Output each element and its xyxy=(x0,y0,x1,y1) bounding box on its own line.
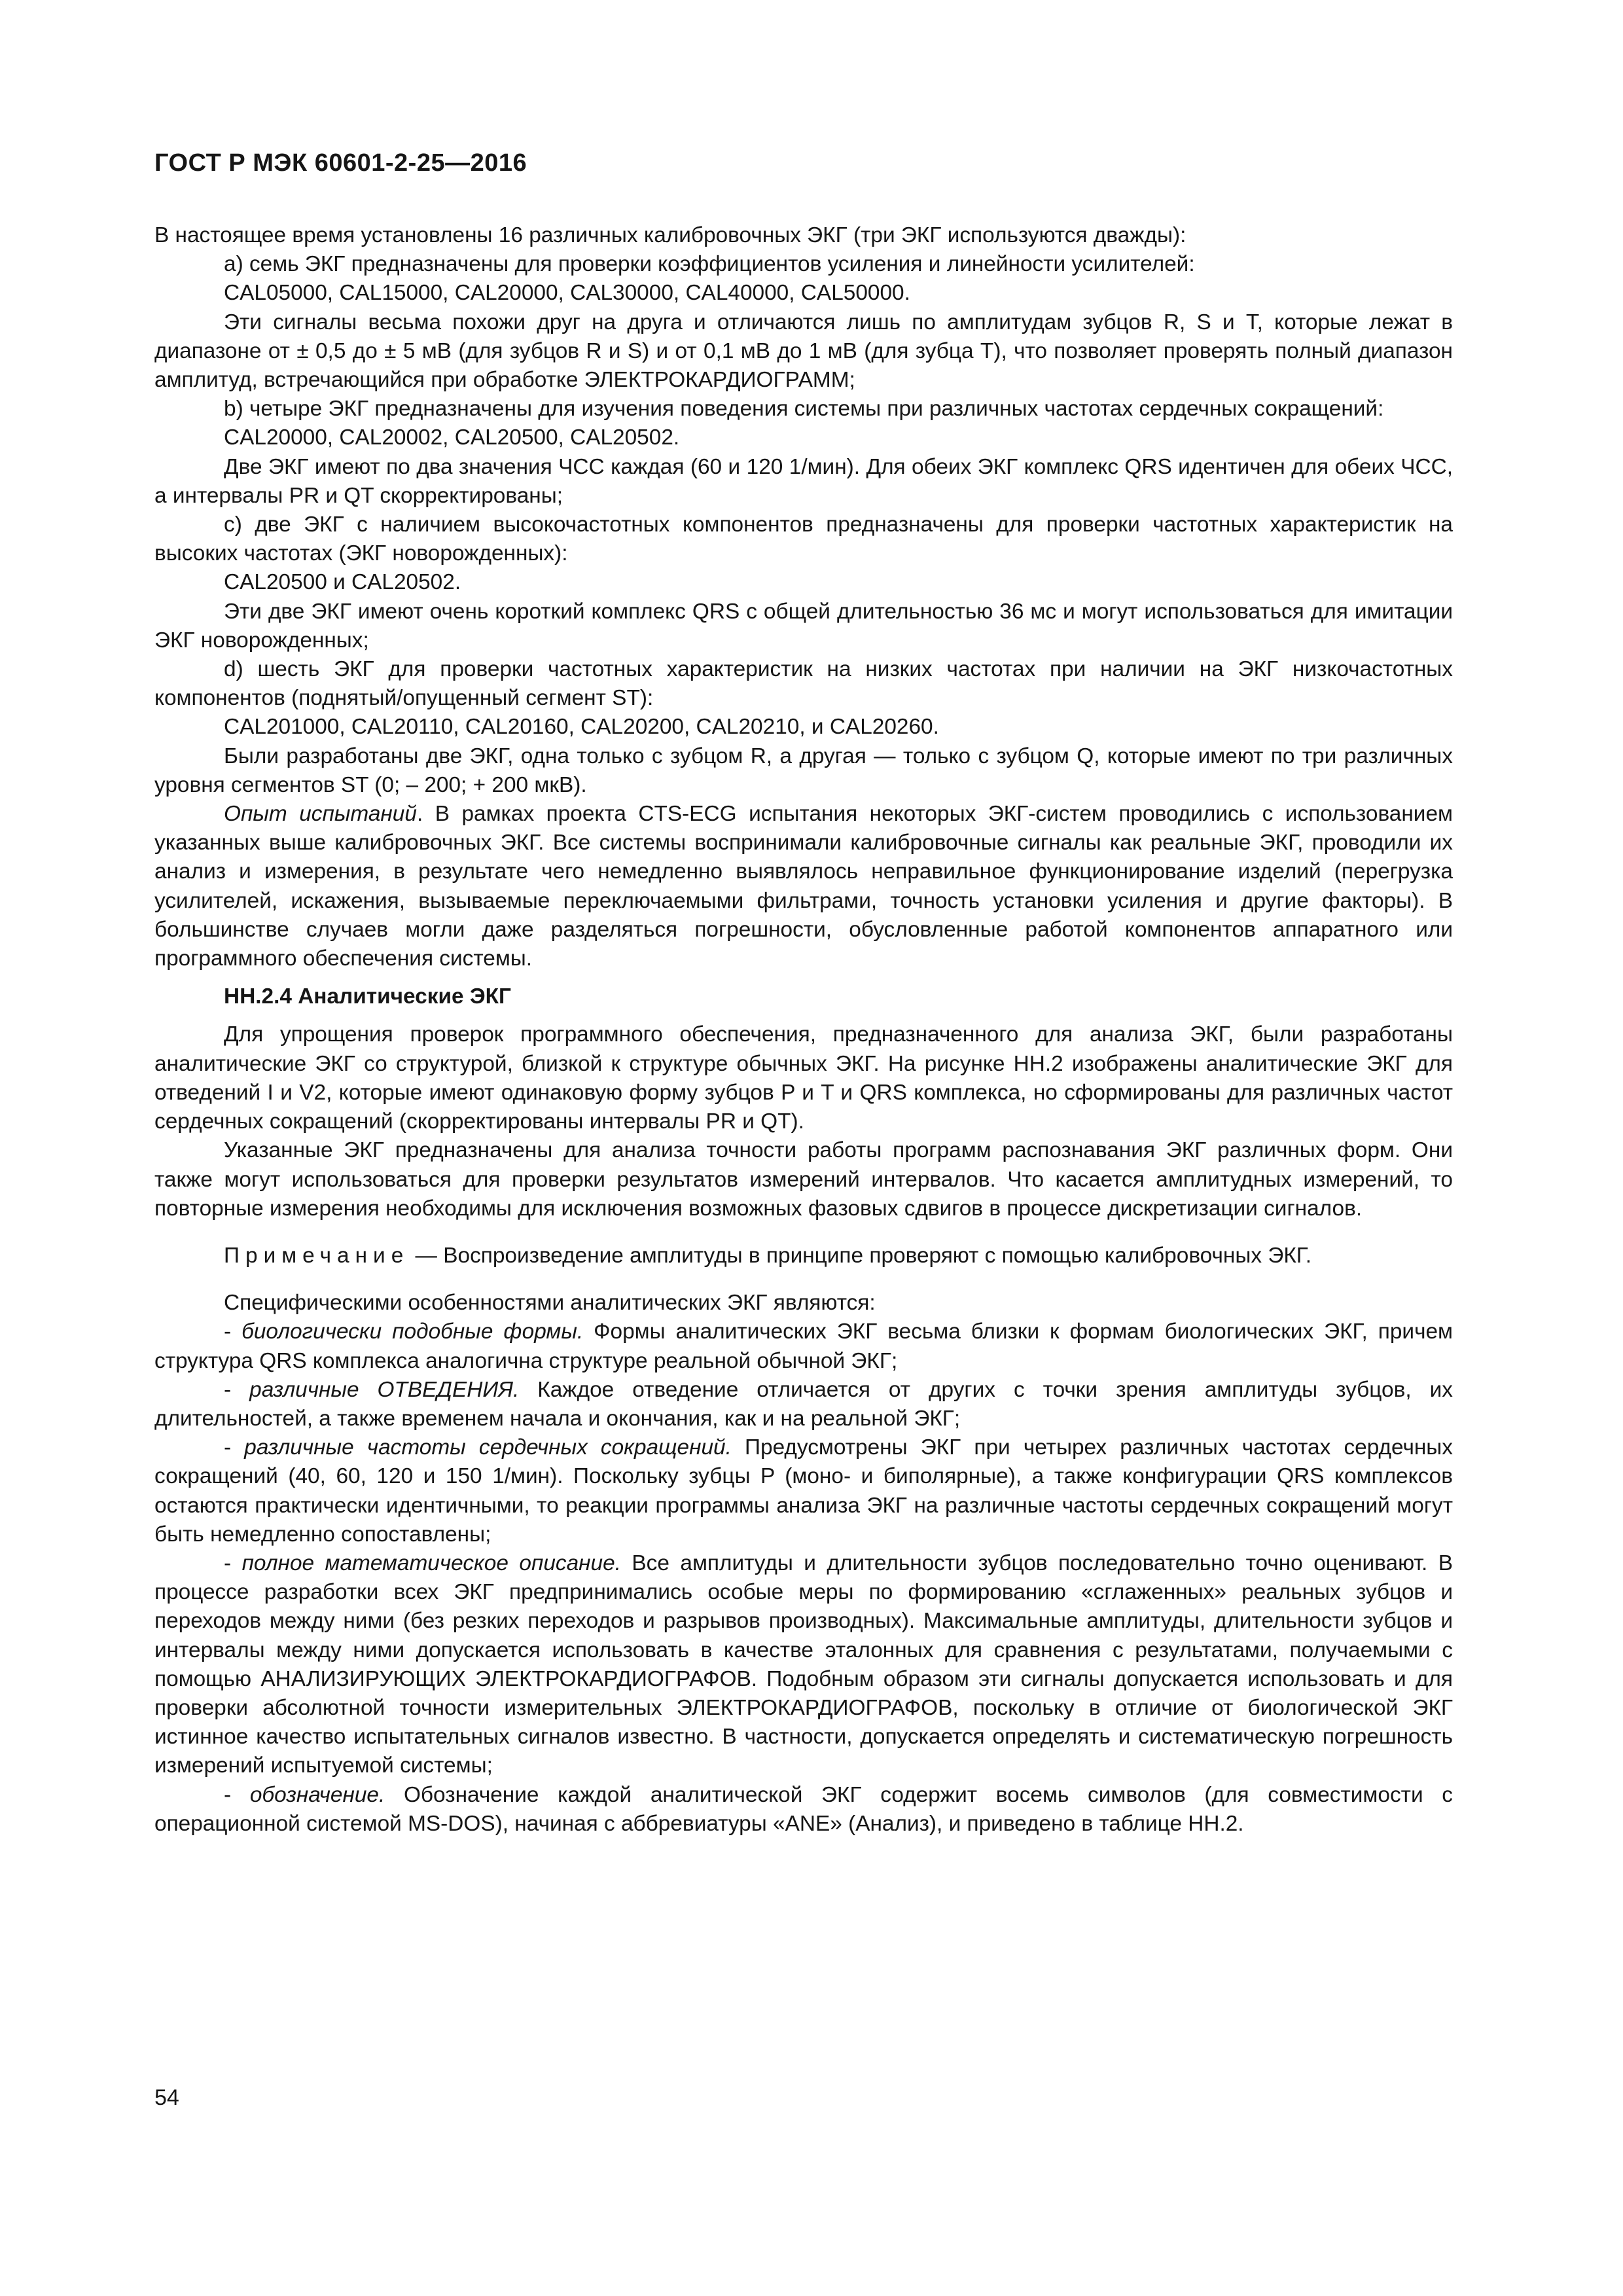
paragraph: Эти две ЭКГ имеют очень короткий комплекс QRS с общей длительностью 36 мс и могут использоваться для имитации ЭКГ новорожденных; xyxy=(154,599,1453,653)
feature-text: Все амплитуды и длительности зубцов последовательно точно оценивают. В процессе разработки всех ЭКГ предпринимались особые меры по формированию «сглаженных» реальных зубцов и переходов между ними (без резких переходов и разрывов производных). Максимальные амплитуды, длительности зубцов и интервалы между ними допускается использовать в качестве эталонных для сравнения с результатами, получаемыми с помощью АНАЛИЗИРУЮЩИХ ЭЛЕКТРОКАРДИОГРАФОВ. Подобным образом эти сигналы допускается использовать и для проверки абсолютной точности измерительных ЭЛЕКТРОКАРДИОГРАФОВ, поскольку в отличие от биологической ЭКГ истинное качество испытательных сигналов известно. В частности, допускается определять и систематическую погрешность измерений испытуемой системы; xyxy=(154,1551,1453,1778)
feature-item: - полное математическое описание. Все амплитуды и длительности зубцов последовательно точно оценивают. В процессе разработки всех ЭКГ предпринимались особые меры по формированию «сглаженных» реальных зубцов и переходов между ними (без резких переходов и разрывов производных). Максимальные амплитуды, длительности зубцов и интервалы между ними допускается использовать в качестве эталонных для сравнения с результатами, получаемыми с помощью АНАЛИЗИРУЮЩИХ ЭЛЕКТРОКАРДИОГРАФОВ. Подобным образом эти сигналы допускается использовать и для проверки абсолютной точности измерительных ЭЛЕКТРОКАРДИОГРАФОВ, поскольку в отличие от биологической ЭКГ истинное качество испытательных сигналов известно. В частности, допускается определять и систематическую погрешность измерений испытуемой системы; xyxy=(154,1551,1453,1778)
signal-list: CAL05000, CAL15000, CAL20000, CAL30000, CAL40000, CAL50000. xyxy=(224,281,910,306)
feature-item: - различные ОТВЕДЕНИЯ. Каждое отведение отличается от других с точки зрения амплитуды зубцов, их длительностей, а также временем начала и окончания, как и на реальной ЭКГ; xyxy=(154,1377,1453,1431)
feature-lead: различные частоты сердечных сокращений. xyxy=(244,1435,732,1460)
note-text: — Воспроизведение амплитуды в принципе проверяют с помощью калибровочных ЭКГ. xyxy=(409,1243,1312,1268)
features-intro: Специфическими особенностями аналитических ЭКГ являются: xyxy=(224,1291,876,1316)
paragraph: Две ЭКГ имеют по два значения ЧСС каждая (60 и 120 1/мин). Для обеих ЭКГ комплекс QRS идентичен для обеих ЧСС, а интервалы PR и QT скорректированы; xyxy=(154,454,1453,508)
feature-lead: биологически подобные формы. xyxy=(241,1319,584,1344)
note xyxy=(154,1242,1453,1270)
feature-text: Обозначение каждой аналитической ЭКГ содержит восемь символов (для совместимости с операционной системой MS-DOS), начиная с аббревиатуры «ANE» (Анализ), и приведено в таблице НН.2. xyxy=(154,1782,1453,1836)
feature-lead: обозначение. xyxy=(249,1782,385,1807)
feature-text: Каждое отведение отличается от других с точки зрения амплитуды зубцов, их длительностей, а также временем начала и окончания, как и на реальной ЭКГ; xyxy=(154,1377,1453,1431)
signal-list: CAL201000, CAL20110, CAL20160, CAL20200, CAL20210, и CAL20260. xyxy=(224,715,939,740)
paragraph: Для упрощения проверок программного обеспечения, предназначенного для анализа ЭКГ, были разработаны аналитические ЭКГ со структурой, близкой к структуре обычных ЭКГ. На рисунке НН.2 изображены аналитические ЭКГ для отведений I и V2, которые имеют одинаковую форму зубцов P и T и QRS комплекса, но сформированы для различных частот сердечных сокращений (скорректированы интервалы PR и QT). xyxy=(154,1022,1453,1134)
paragraph: Эти сигналы весьма похожи друг на друга и отличаются лишь по амплитудам зубцов R, S и T, которые лежат в диапазоне от ± 0,5 до ± 5 мВ (для зубцов R и S) и от 0,1 мВ до 1 мВ (для зубца T), что позволяет проверять полный диапазон амплитуд, встречающийся при обработке ЭЛЕКТРОКАРДИОГРАММ; xyxy=(154,310,1453,393)
experience-lead: Опыт испытаний xyxy=(224,802,417,827)
signal-list: CAL20000, CAL20002, CAL20500, CAL20502. xyxy=(224,425,680,450)
document-body xyxy=(154,221,1453,1839)
note-label: Примечание xyxy=(224,1243,410,1268)
paragraph: В настоящее время установлены 16 различных калибровочных ЭКГ (три ЭКГ используются дважды): xyxy=(154,223,1186,247)
page-number: 54 xyxy=(154,2085,179,2110)
list-item-d: d) шесть ЭКГ для проверки частотных характеристик на низких частотах при наличии на ЭКГ низкочастотных компонентов (поднятый/опущенный сегмент ST): xyxy=(154,657,1453,711)
section-heading: НН.2.4 Аналитические ЭКГ xyxy=(224,984,511,1009)
feature-item: - обозначение. Обозначение каждой аналитической ЭКГ содержит восемь символов (для совместимости с операционной системой MS-DOS), начиная с аббревиатуры «ANE» (Анализ), и приведено в таблице НН.2. xyxy=(154,1782,1453,1836)
feature-item: - биологически подобные формы. Формы аналитических ЭКГ весьма близки к формам биологических ЭКГ, причем структура QRS комплекса аналогична структуре реальной обычной ЭКГ; xyxy=(154,1319,1454,1373)
list-item-c: c) две ЭКГ с наличием высокочастотных компонентов предназначены для проверки частотных характеристик на высоких частотах (ЭКГ новорожденных): xyxy=(154,512,1453,566)
feature-item: - различные частоты сердечных сокращений. Предусмотрены ЭКГ при четырех различных частотах сердечных сокращений (40, 60, 120 и 150 1/мин). Поскольку зубцы P (моно- и биполярные), а также конфигурации QRS комплексов остаются практически идентичными, то реакции программы анализа ЭКГ на различные частоты сердечных сокращений могут быть немедленно сопоставлены; xyxy=(154,1435,1453,1547)
feature-lead: полное математическое описание. xyxy=(241,1551,621,1575)
experience-paragraph xyxy=(154,800,1453,973)
experience-text: . В рамках проекта CTS-ECG испытания некоторых ЭКГ-систем проводились с использованием указанных выше калибровочных ЭКГ. Все системы воспринимали калибровочные сигналы как реальные ЭКГ, проводили их анализ и измерения, в результате чего немедленно выявлялось неправильное функционирование изделий (перегрузка усилителей, искажения, вызываемые переключаемыми фильтрами, точность установки усиления и другие факторы). В большинстве случаев могли даже разделяться погрешности, обусловленные работой компонентов аппаратного или программного обеспечения системы. xyxy=(154,802,1453,971)
feature-text: Формы аналитических ЭКГ весьма близки к формам биологических ЭКГ, причем структура QRS комплекса аналогична структуре реальной обычной ЭКГ; xyxy=(154,1319,1454,1373)
list-item-b: b) четыре ЭКГ предназначены для изучения поведения системы при различных частотах сердечных сокращений: xyxy=(224,397,1384,422)
feature-lead: различные ОТВЕДЕНИЯ. xyxy=(249,1377,520,1402)
paragraph: Указанные ЭКГ предназначены для анализа точности работы программ распознавания ЭКГ различных форм. Они также могут использоваться для проверки результатов измерений интервалов. Что касается амплитудных измерений, то повторные измерения необходимы для исключения возможных фазовых сдвигов в процессе дискретизации сигналов. xyxy=(154,1138,1453,1221)
paragraph: Были разработаны две ЭКГ, одна только с зубцом R, а другая — только с зубцом Q, которые имеют по три различных уровня сегментов ST (0; – 200; + 200 мкВ). xyxy=(154,744,1453,797)
list-item-a: a) семь ЭКГ предназначены для проверки коэффициентов усиления и линейности усилителей: xyxy=(224,252,1195,277)
feature-text: Предусмотрены ЭКГ при четырех различных частотах сердечных сокращений (40, 60, 120 и 150 1/мин). Поскольку зубцы P (моно- и биполярные), а также конфигурации QRS комплексов остаются практически идентичными, то реакции программы анализа ЭКГ на различные частоты сердечных сокращений могут быть немедленно сопоставлены; xyxy=(154,1435,1453,1547)
signal-list: CAL20500 и CAL20502. xyxy=(224,570,461,595)
document-standard-title: ГОСТ Р МЭК 60601-2-25—2016 xyxy=(154,149,527,177)
